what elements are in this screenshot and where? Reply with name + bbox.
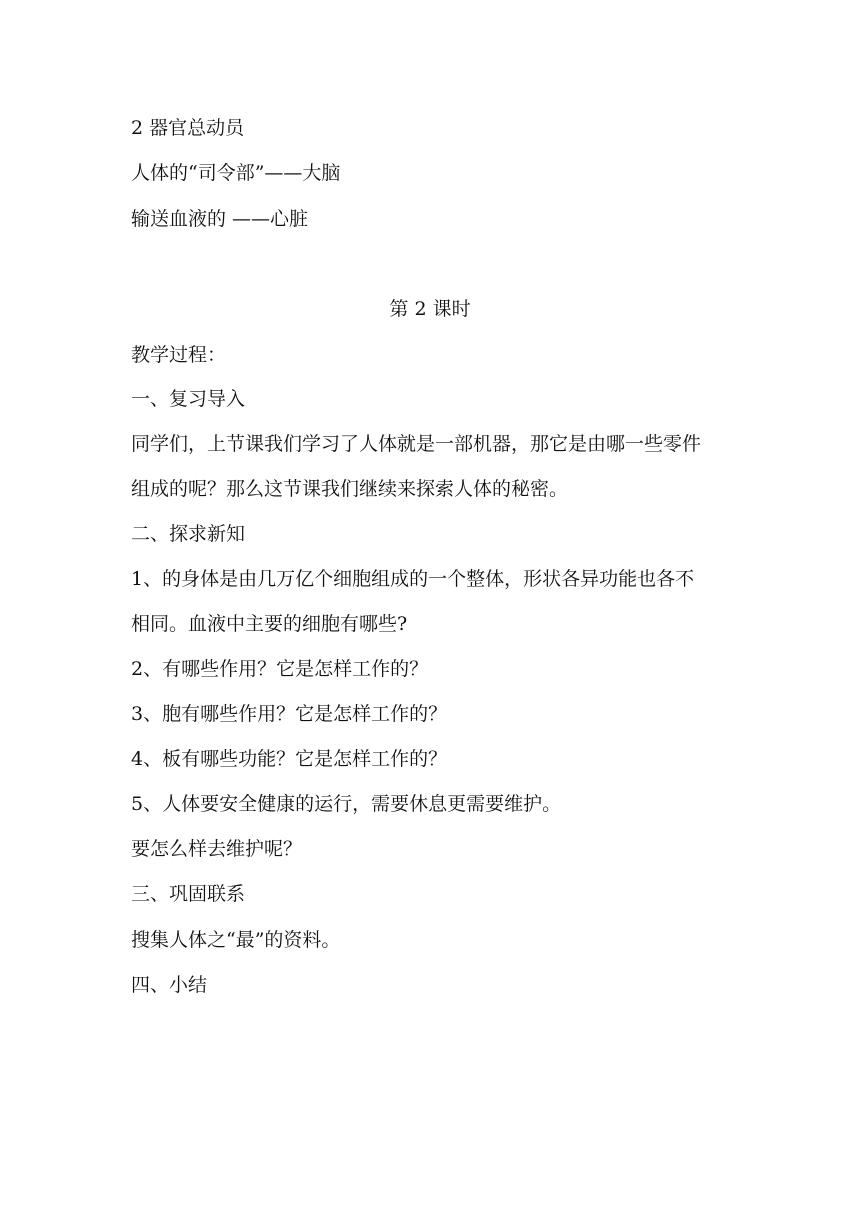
section-consolidation: 三、巩固联系 — [131, 883, 246, 905]
section-review: 一、复习导入 — [131, 388, 246, 410]
heading-organs-mobilization: 2 器官总动员 — [131, 117, 245, 139]
section-summary: 四、小结 — [131, 974, 208, 996]
item-2: 2、有哪些作用？它是怎样工作的？ — [131, 658, 429, 680]
item-5: 5、人体要安全健康的运行，需要休息更需要维护。 — [131, 793, 562, 815]
item-3: 3、胞有哪些作用？它是怎样工作的？ — [131, 703, 448, 725]
text-heart-line: 输送血液的 ——心脏 — [131, 208, 309, 230]
section-new-knowledge: 二、探求新知 — [131, 523, 246, 545]
item-1-line-1: 1、的身体是由几万亿个细胞组成的一个整体，形状各异功能也各不 — [131, 568, 695, 590]
item-5-followup: 要怎么样去维护呢？ — [131, 838, 303, 860]
item-4: 4、板有哪些功能？它是怎样工作的？ — [131, 748, 448, 770]
paragraph-review-line-2: 组成的呢？那么这节课我们继续来探索人体的秘密。 — [131, 478, 569, 500]
text-brain-line: 人体的“司令部”——大脑 — [131, 162, 341, 184]
paragraph-review-line-1: 同学们，上节课我们学习了人体就是一部机器，那它是由哪一些零件 — [131, 433, 702, 455]
item-1-line-2: 相同。血液中主要的细胞有哪些? — [131, 613, 408, 635]
section-teaching-process: 教学过程： — [131, 344, 227, 366]
consolidation-task: 搜集人体之“最”的资料。 — [131, 929, 341, 951]
lesson-title: 第 2 课时 — [389, 298, 471, 320]
